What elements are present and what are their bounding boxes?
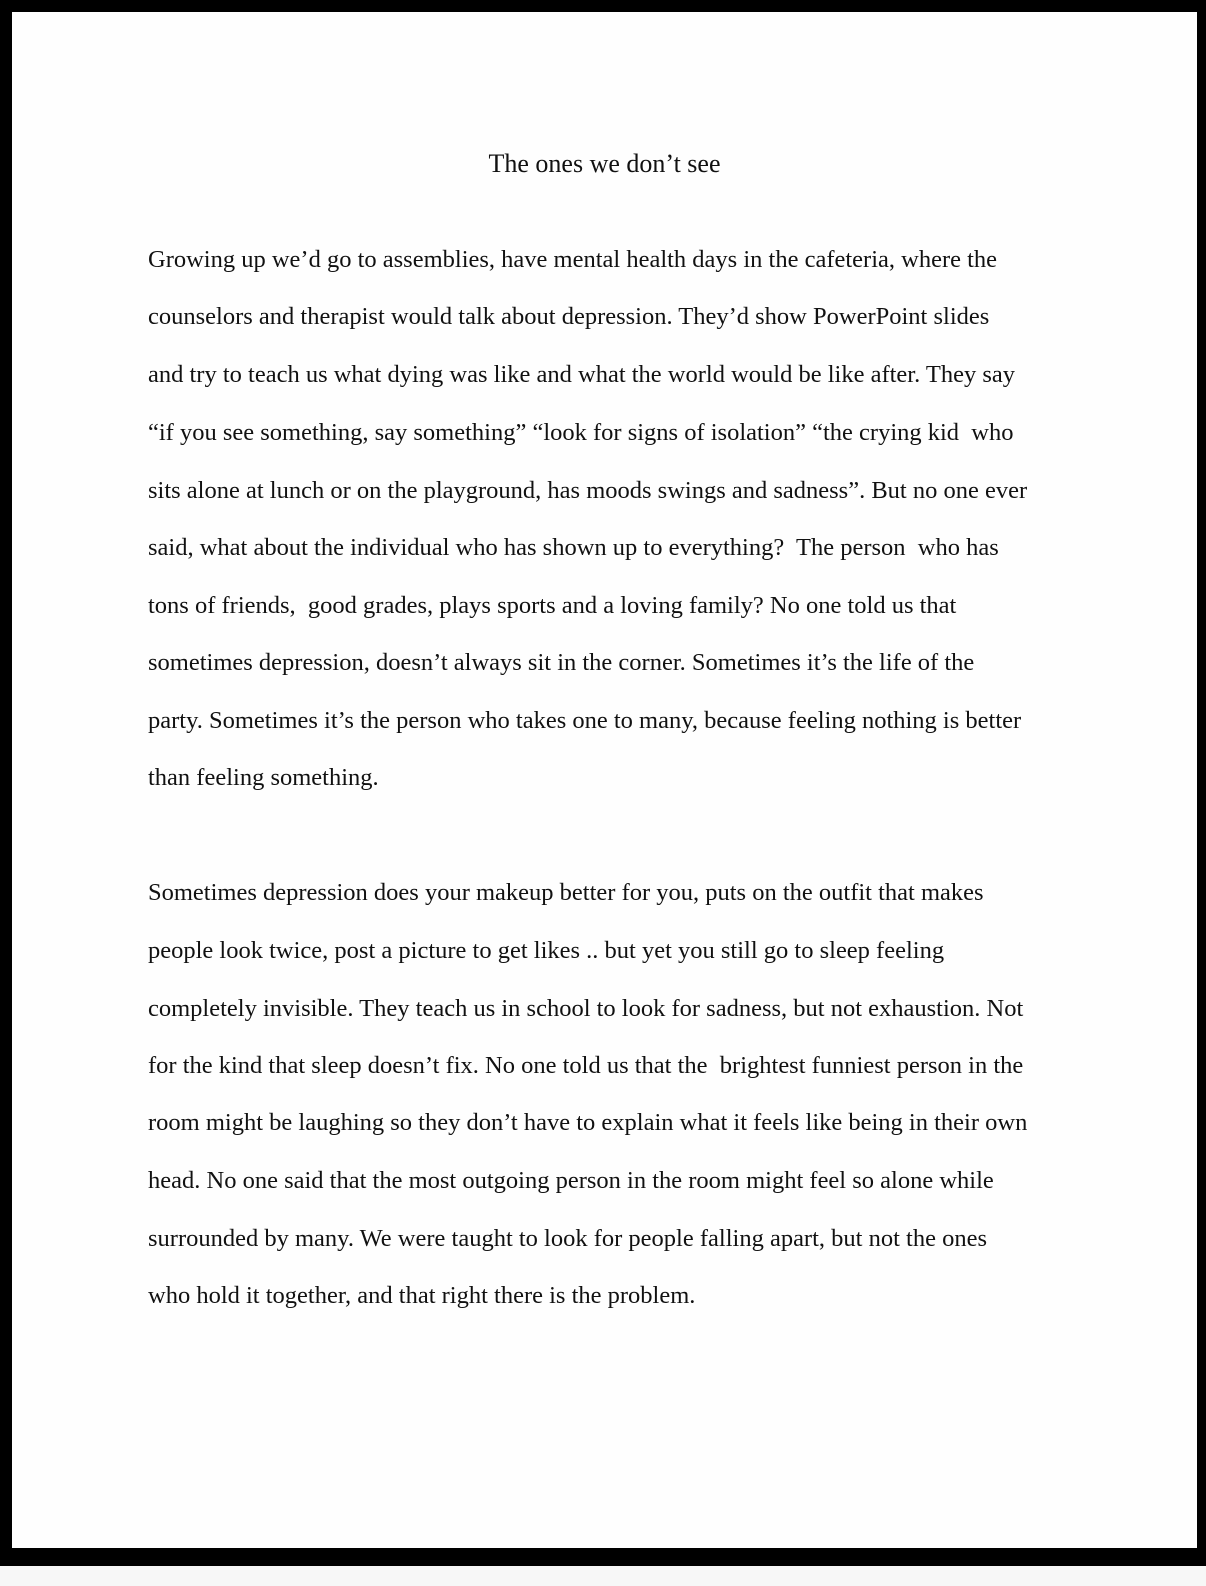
paragraph-line: counselors and therapist would talk about depression. They’d show PowerPoint slides — [148, 303, 990, 330]
paragraph-line: who hold it together, and that right there is the problem. — [148, 1282, 696, 1309]
paragraph-line: said, what about the individual who has shown up to everything? The person who has — [148, 534, 999, 561]
paragraph-line: sits alone at lunch or on the playground, has moods swings and sadness”. But no one ever — [148, 477, 1028, 504]
paragraph-line: party. Sometimes it’s the person who takes one to many, because feeling nothing is better — [148, 707, 1022, 734]
paragraph-line: than feeling something. — [148, 764, 379, 791]
paragraph-line: “if you see something, say something” “look for signs of isolation” “the crying kid who — [148, 419, 1014, 446]
document-page — [12, 12, 1197, 1548]
paragraph-line: head. No one said that the most outgoing person in the room might feel so alone while — [148, 1167, 994, 1194]
paragraph-line: surrounded by many. We were taught to look for people falling apart, but not the ones — [148, 1225, 987, 1252]
next-page-edge — [0, 1566, 1206, 1586]
paragraph-line: Growing up we’d go to assemblies, have mental health days in the cafeteria, where the — [148, 246, 998, 273]
paragraph-line: people look twice, post a picture to get likes .. but yet you still go to sleep feeling — [148, 937, 945, 964]
paragraph-line: Sometimes depression does your makeup better for you, puts on the outfit that makes — [148, 879, 984, 906]
document-title: The ones we don’t see — [488, 149, 721, 178]
paragraph-line: tons of friends, good grades, plays sports and a loving family? No one told us that — [148, 592, 957, 619]
paragraph-line: completely invisible. They teach us in school to look for sadness, but not exhaustion. Not — [148, 995, 1024, 1022]
paragraph-line: and try to teach us what dying was like and what the world would be like after. They say — [148, 361, 1016, 388]
paragraph-line: for the kind that sleep doesn’t fix. No one told us that the brightest funniest person in the — [148, 1052, 1024, 1079]
paragraph-line: sometimes depression, doesn’t always sit in the corner. Sometimes it’s the life of the — [148, 649, 975, 676]
paragraph-line: room might be laughing so they don’t have to explain what it feels like being in their own — [148, 1109, 1028, 1136]
